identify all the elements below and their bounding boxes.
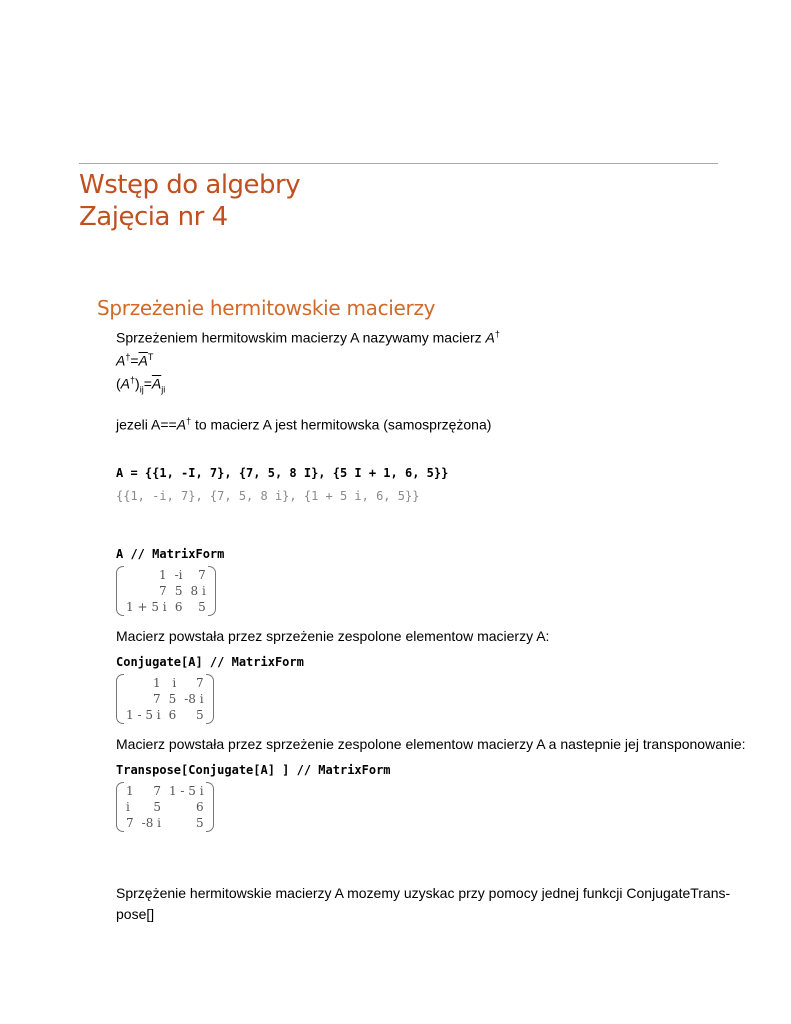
header-divider [79,163,718,164]
matrix-row [122,567,210,583]
matrix-row [122,675,208,691]
transpose-description: Macierz powstała przez sprzeżenie zespolone elementow macierzy A a nastepnie jej transponowanie: [116,736,746,752]
page-subtitle: Zajęcia nr 4 [79,202,228,232]
matrix-table-2 [122,675,208,723]
right-paren-icon [206,674,214,724]
section-heading: Sprzeżenie hermitowskie macierzy [97,296,436,320]
matrix-cell: 6 [174,600,183,614]
formula-close-paren: ) [135,375,140,392]
matrix-cell: 6 [195,800,204,814]
matrix-output-1 [116,566,216,616]
matrix-cell: i [172,676,177,690]
hermitian-condition [116,416,491,433]
input-cell-1[interactable]: A = {{1, -I, 7}, {7, 5, 8 I}, {5 I + 1, 6, 5}} [116,466,449,480]
hermitian-symbol: A [176,416,187,433]
matrix-cell: 6 [168,708,177,722]
matrix-cell: 7 [158,584,167,598]
right-paren-icon [206,782,214,832]
input-cell-4[interactable]: Transpose[Conjugate[A] ] // MatrixForm [116,763,391,777]
matrix-row [122,583,210,599]
input-cell-2[interactable]: A // MatrixForm [116,547,225,561]
hermitian-prefix: jezeli A== [116,416,177,433]
matrix-cell: 7 [153,784,161,798]
matrix-row [122,691,208,707]
formula-line-1 [116,352,153,369]
conjugate-transpose-note-line2: pose[] [116,906,155,922]
matrix-cell: 1 - 5 i [126,708,161,722]
matrix-output-3 [116,782,214,832]
formula-eq: = [130,352,139,369]
output-cell-1: {{1, -i, 7}, {7, 5, 8 i}, {1 + 5 i, 6, 5}} [116,489,420,503]
matrix-cell: 1 [152,676,161,690]
definition-intro: Sprzeżeniem hermitowskim macierzy A nazywamy macierz [116,329,482,346]
matrix-row [122,815,208,831]
matrix-cell: -i [174,568,183,582]
left-paren-icon [116,674,124,724]
matrix-cell: 5 [195,708,204,722]
matrix-cell: -8 i [184,692,204,706]
definition-symbol: A [485,329,495,346]
formula-sub-ij: ij [139,384,144,395]
matrix-cell: i [126,800,130,814]
matrix-cell: 1 + 5 i [126,600,167,614]
matrix-cell: 7 [195,676,204,690]
formula-eq-2: = [143,375,152,392]
formula-lhs: A [116,352,126,369]
formula-open-paren: ( [116,375,121,392]
matrix-cell: 5 [153,800,161,814]
matrix-cell: 5 [168,692,177,706]
page-title: Wstęp do algebry [79,170,301,200]
matrix-output-2 [116,674,214,724]
formula-transpose: T [147,352,154,362]
hermitian-suffix: to macierz A jest hermitowska (samosprzężona) [191,416,492,433]
dagger-symbol: † [494,329,500,339]
formula-lhs-2: A [120,375,131,392]
matrix-cell: 7 [198,568,206,582]
matrix-cell: 1 [126,784,134,798]
left-paren-icon [116,782,124,832]
matrix-row [122,799,208,815]
matrix-row [122,707,208,723]
formula-sub-ji: ji [161,384,166,395]
formula-dagger-2: † [130,375,136,385]
matrix-cell: 1 [158,568,167,582]
conjugate-description: Macierz powstała przez sprzeżenie zespolone elementow macierzy A: [116,628,550,644]
definition-text [116,329,500,346]
matrix-cell: 1 - 5 i [168,784,204,798]
matrix-cell: -8 i [141,816,161,830]
matrix-table-3 [122,783,208,831]
conjugate-transpose-note-line1: Sprzężenie hermitowskie macierzy A mozemy uzyskac przy pomocy jednej funkcji ConjugateTrans- [116,885,731,901]
input-cell-3[interactable]: Conjugate[A] // MatrixForm [116,655,304,669]
formula-rhs: $\overline{A}$ [138,352,148,369]
matrix-cell: 7 [126,816,134,830]
matrix-cell: 5 [174,584,183,598]
matrix-table-1 [122,567,210,615]
matrix-cell: 7 [152,692,161,706]
formula-dagger: † [125,352,131,362]
left-paren-icon [116,566,124,616]
matrix-cell: 5 [198,600,206,614]
matrix-cell: 8 i [190,584,206,598]
matrix-row [122,599,210,615]
formula-rhs-2: $\overline{A}$ [151,375,162,392]
right-paren-icon [208,566,216,616]
formula-line-2 [116,375,165,394]
hermitian-dagger: † [186,416,192,426]
matrix-row [122,783,208,799]
matrix-cell: 5 [195,816,204,830]
